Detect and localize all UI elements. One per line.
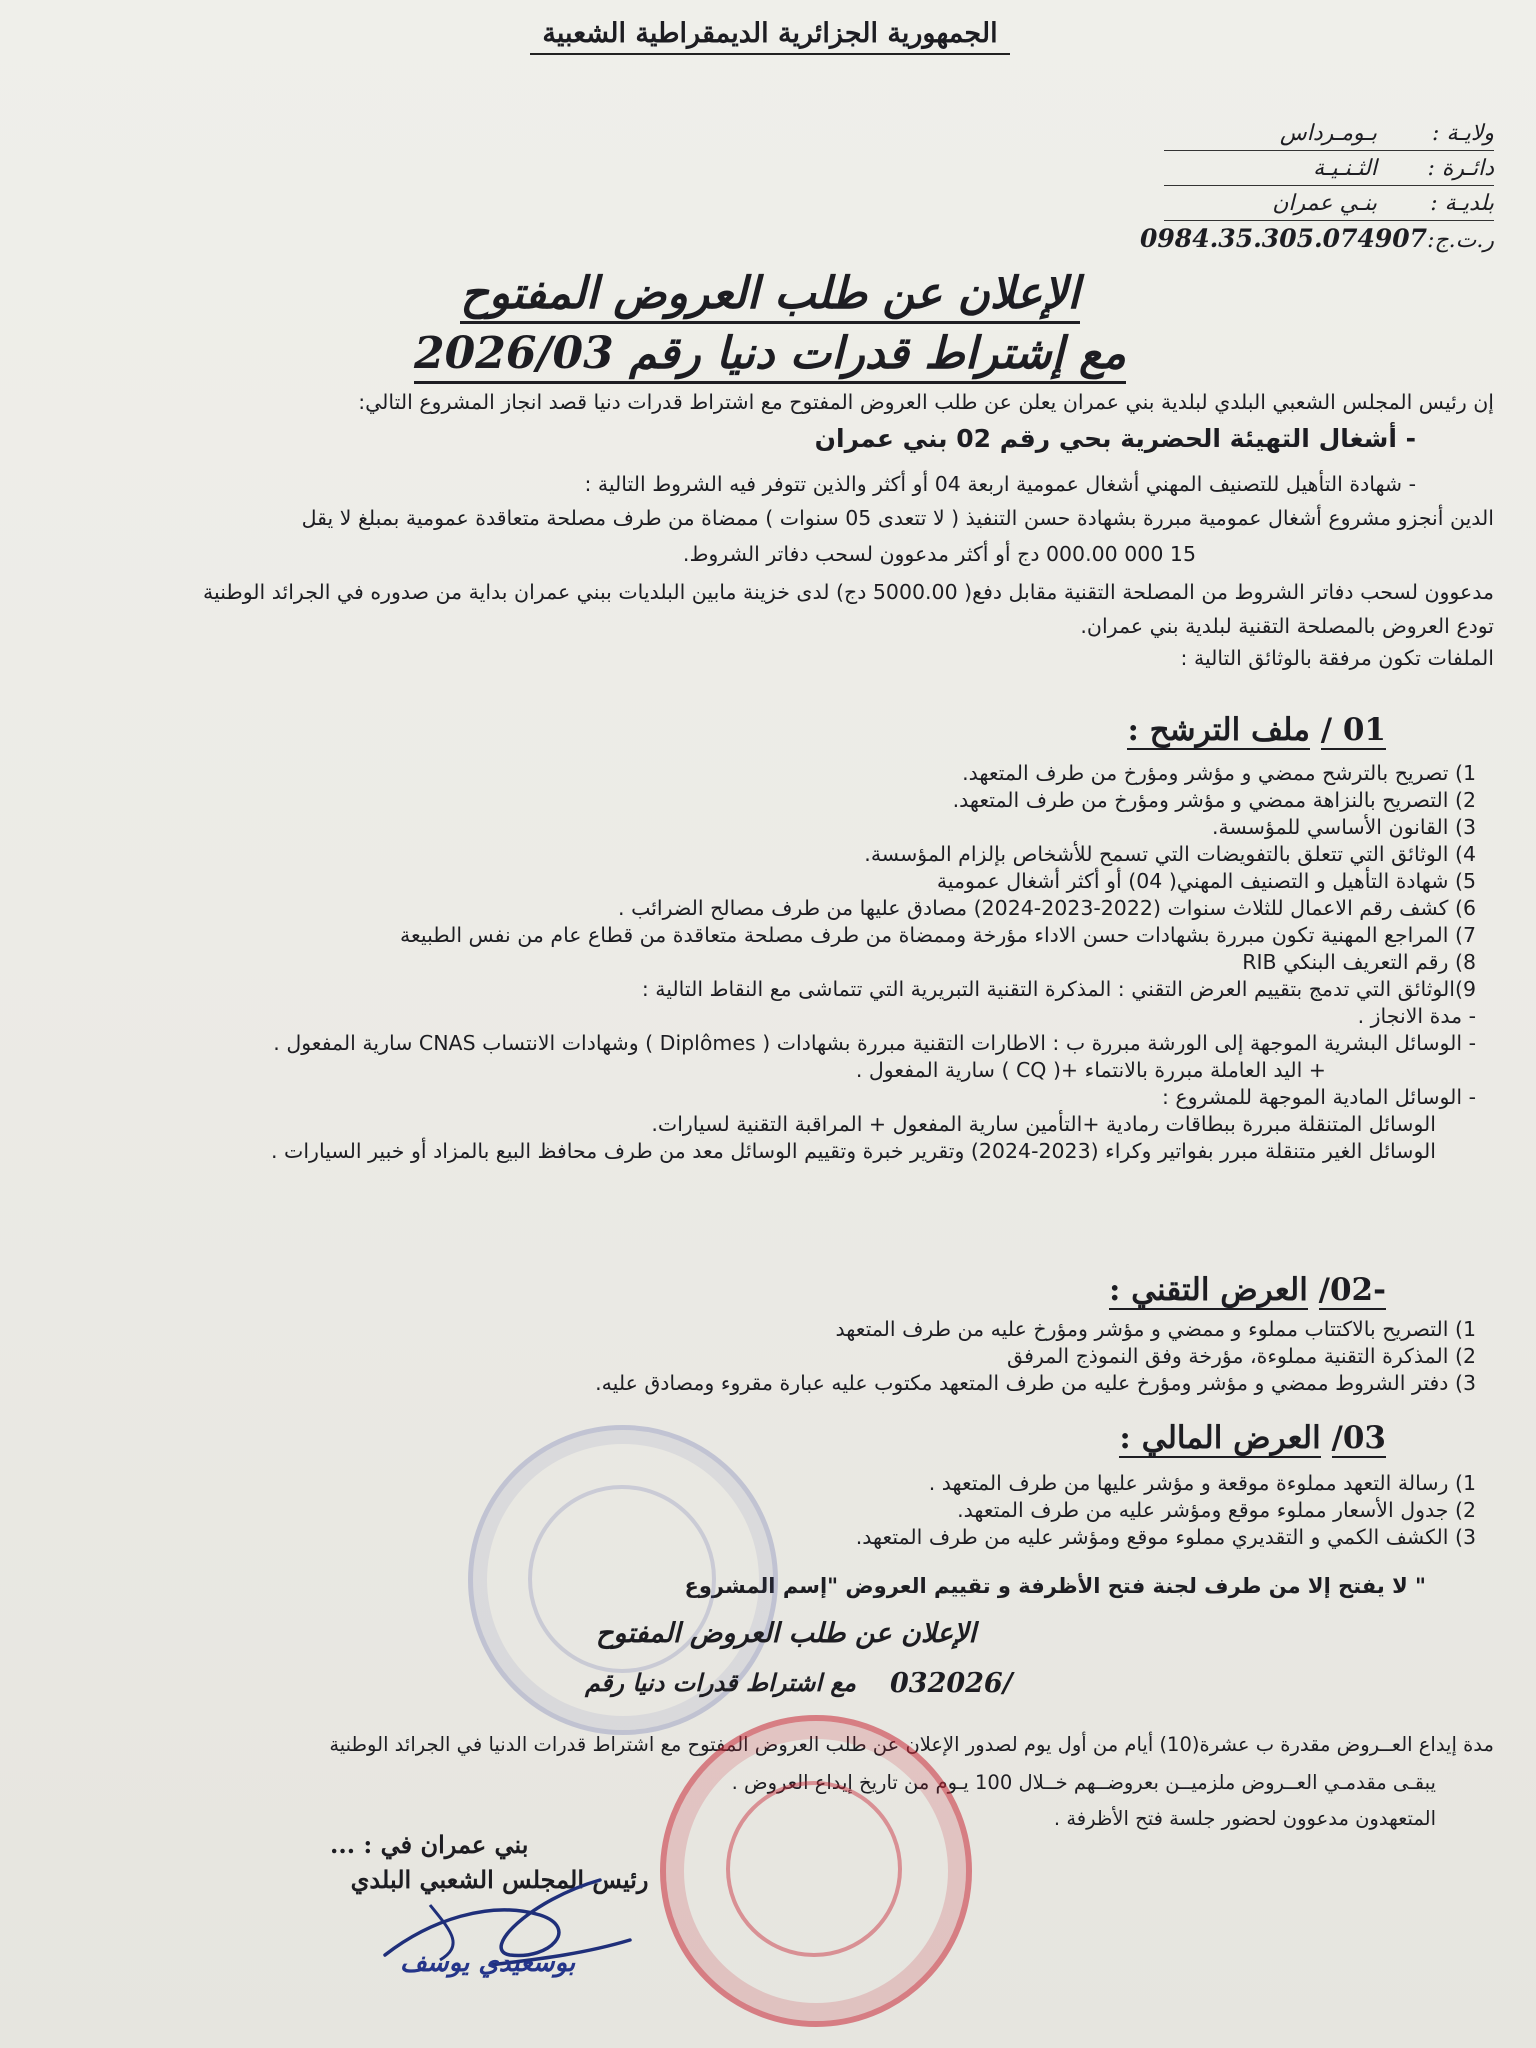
list-item: 3) الكشف الكمي و التقديري مملوء موقع ومؤشر عليه من طرف المتعهد. xyxy=(855,1525,1476,1549)
list-item: 5) شهادة التأهيل و التصنيف المهني( 04) أو أكثر أشغال عمومية xyxy=(936,869,1476,893)
list-item: 1) رسالة التعهد مملوءة موقعة و مؤشر عليها من طرف المتعهد . xyxy=(928,1471,1476,1495)
signatory-name: بوسعيدي يوسف xyxy=(400,1948,576,1978)
main-title-line1: الإعلان عن طلب العروض المفتوح xyxy=(300,268,1240,319)
list-item: - مدة الانجاز . xyxy=(1357,1004,1476,1028)
list-item: + اليد العاملة مبررة بالانتماء +( CQ ) سارية المفعول . xyxy=(855,1058,1326,1082)
list-item: 6) كشف رقم الاعمال للثلاث سنوات (2022-2023-2024) مصادق عليها من طرف مصالح الضرائب . xyxy=(618,896,1476,920)
list-item: 2) التصريح بالنزاهة ممضي و مؤشر ومؤرخ من طرف المتعهد. xyxy=(952,788,1476,812)
announcement-number: 032026/ xyxy=(890,1668,1013,1699)
section-title-technical: -02/ العرض التقني : xyxy=(1108,1272,1386,1308)
admin-row-baladia xyxy=(1164,188,1494,221)
admin-row-daira xyxy=(1164,153,1494,186)
intro-line: الملفات تكون مرفقة بالوثائق التالية : xyxy=(1180,646,1494,670)
admin-row-wilaya xyxy=(1164,118,1494,151)
list-item: الوسائل الغير متنقلة مبرر بفواتير وكراء (2023-2024) وتقرير خبرة وتقييم الوسائل معد من طرف محافظ البيع بالمزاد أو خبير السيارات . xyxy=(271,1139,1436,1163)
admin-key: بلديـة : xyxy=(1430,191,1494,216)
intro-line: - شهادة التأهيل للتصنيف المهني أشغال عمومية اربعة 04 أو أكثر والذين تتوفر فيه الشروط التالية : xyxy=(584,472,1416,496)
list-item: - الوسائل البشرية الموجهة إلى الورشة مبررة ب : الاطارات التقنية مبررة بشهادات ( Diplômes ) وشهادات الانتساب CNAS سارية المفعول . xyxy=(273,1031,1476,1055)
nif-value: 0984.35.305.074907 xyxy=(1140,224,1428,253)
intro-line: الدين أنجزو مشروع أشغال عمومية مبررة بشهادة حسن التنفيذ ( لا تتعدى 05 سنوات ) ممضاة من طرف مصلحة متعاقدة عمومية بمبلغ لا يقل xyxy=(301,506,1494,530)
admin-value: بنـي عمران xyxy=(1272,191,1377,216)
admin-row-nif xyxy=(1140,223,1494,255)
intro-line: 15 000 000.00 دج أو أكثر مدعوون لسحب دفاتر الشروط. xyxy=(682,542,1196,566)
section-title-candidature: 01 / ملف الترشح : xyxy=(1127,712,1386,748)
technical-list xyxy=(595,1316,1476,1397)
list-item: 1) التصريح بالاكتتاب مملوء و ممضي و مؤشر ومؤرخ عليه من طرف المتعهد xyxy=(835,1317,1476,1341)
signature-place: بني عمران في : ... xyxy=(330,1830,529,1859)
republic-header: الجمهورية الجزائرية الديمقراطية الشعبية xyxy=(530,18,1010,55)
admin-value: الثـنـيـة xyxy=(1313,156,1377,181)
admin-value: بـومـرداس xyxy=(1279,121,1377,146)
list-item: 8) رقم التعريف البنكي RIB xyxy=(1242,950,1476,974)
admin-key: دائـرة : xyxy=(1427,156,1494,181)
admin-block xyxy=(1140,118,1494,257)
candidature-list xyxy=(271,760,1476,1165)
announcement-line2: مع اشتراط قدرات دنيا رقم xyxy=(584,1668,856,1697)
admin-key: ولايـة : xyxy=(1432,121,1494,146)
project-name: - أشغال التهيئة الحضرية بحي رقم 02 بني عمران xyxy=(814,424,1416,453)
red-stamp xyxy=(660,1715,972,2027)
deposit-line: المتعهدون مدعوون لحضور جلسة فتح الأظرفة . xyxy=(1053,1807,1436,1830)
deposit-line: يبقـى مقدمـي العــروض ملزميــن بعروضــهم خــلال 100 يـوم من تاريخ إيداع العروض . xyxy=(731,1771,1436,1794)
list-item: 3) القانون الأساسي للمؤسسة. xyxy=(1211,815,1476,839)
list-item: 4) الوثائق التي تتعلق بالتفويضات التي تسمح للأشخاص بإلزام المؤسسة. xyxy=(864,842,1476,866)
list-item: 2) المذكرة التقنية مملوءة، مؤرخة وفق النموذج المرفق xyxy=(1007,1344,1476,1368)
intro-line: إن رئيس المجلس الشعبي البلدي لبلدية بني عمران يعلن عن طلب العروض المفتوح مع اشتراط قدرات دنيا قصد انجاز المشروع التالي: xyxy=(358,390,1494,414)
envelope-note: " لا يفتح إلا من طرف لجنة فتح الأظرفة و تقييم العروض "إسم المشروع xyxy=(684,1574,1426,1598)
signature-role: رئيس المجلس الشعبي البلدي xyxy=(350,1865,649,1894)
intro-line: تودع العروض بالمصلحة التقنية لبلدية بني عمران. xyxy=(1080,614,1494,638)
announcement-line1: الإعلان عن طلب العروض المفتوح xyxy=(595,1618,976,1649)
list-item: 3) دفتر الشروط ممضي و مؤشر ومؤرخ عليه من طرف المتعهد مكتوب عليه عبارة مقروء ومصادق عليه. xyxy=(595,1371,1476,1395)
list-item: - الوسائل المادية الموجهة للمشروع : xyxy=(1161,1085,1476,1109)
list-item: 2) جدول الأسعار مملوء موقع ومؤشر عليه من طرف المتعهد. xyxy=(957,1498,1476,1522)
list-item: الوسائل المتنقلة مبررة ببطاقات رمادية +التأمين سارية المفعول + المراقبة التقنية لسيارات. xyxy=(651,1112,1436,1136)
list-item: 1) تصريح بالترشح ممضي و مؤشر ومؤرخ من طرف المتعهد. xyxy=(962,761,1476,785)
nif-label: ر.ت.ج: xyxy=(1427,228,1494,253)
list-item: 7) المراجع المهنية تكون مبررة بشهادات حسن الاداء مؤرخة وممضاة من طرف مصلحة متعاقدة من قطاع عام من نفس الطبيعة xyxy=(400,923,1476,947)
list-item: 9)الوثائق التي تدمج بتقييم العرض التقني : المذكرة التقنية التبريرية التي تتماشى مع النقاط التالية : xyxy=(641,977,1476,1001)
financial-list xyxy=(856,1470,1476,1551)
deposit-line: مدة إيداع العــروض مقدرة ب عشرة(10) أيام من أول يوم لصدور الإعلان عن طلب العروض المفتوح مع اشتراط قدرات الدنيا في الجرائد الوطنية xyxy=(329,1733,1494,1756)
main-title-line2: مع إشتراط قدرات دنيا رقم 2026/03 xyxy=(300,328,1240,379)
section-title-financial: 03/ العرض المالي : xyxy=(1119,1420,1386,1456)
intro-line: مدعوون لسحب دفاتر الشروط من المصلحة التقنية مقابل دفع( 5000.00 دج) لدى خزينة مابين البلديات ببني عمران بداية من صدوره في الجرائد الوطنية xyxy=(203,580,1494,604)
